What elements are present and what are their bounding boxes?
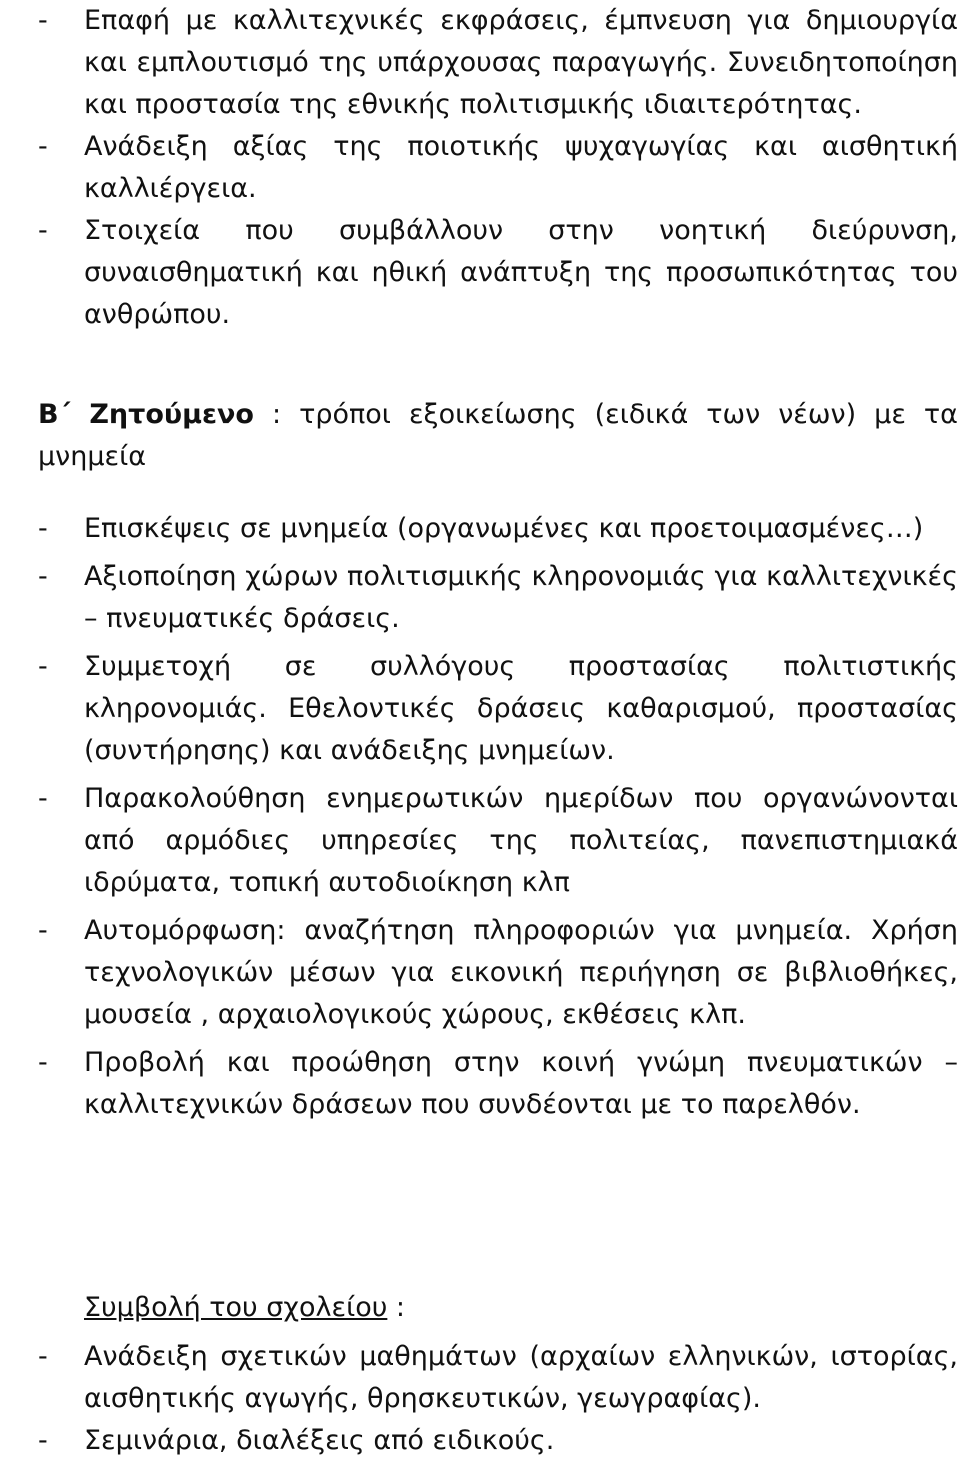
list-item-text: Επισκέψεις σε μνημεία (οργανωμένες και προετοιμασμένες…) — [84, 513, 924, 544]
list-item — [38, 556, 958, 640]
bullet-dash: - — [38, 513, 48, 544]
list-item-text: Παρακολούθηση ενημερωτικών ημερίδων που οργανώνονται από αρμόδιες υπηρεσίες της πολιτείας, πανεπιστημιακά ιδρύματα, τοπική αυτοδιοίκηση κλπ — [84, 783, 958, 898]
list-item — [38, 210, 958, 336]
list-item — [38, 646, 958, 772]
bullet-dash: - — [38, 1341, 48, 1372]
list-item — [38, 1336, 958, 1420]
school-heading-suffix: : — [387, 1292, 406, 1323]
section-b-heading — [38, 394, 958, 478]
list-item — [38, 1042, 958, 1126]
bullet-dash: - — [38, 1047, 48, 1078]
list-item — [38, 910, 958, 1036]
school-heading-underlined: Συμβολή του σχολείου — [84, 1292, 388, 1323]
list-item — [38, 126, 958, 210]
list-item-text: Ανάδειξη σχετικών μαθημάτων (αρχαίων ελληνικών, ιστορίας, αισθητικής αγωγής, θρησκευτικών, γεωγραφίας). — [84, 1341, 958, 1414]
bullet-dash: - — [38, 5, 48, 36]
list-item-text: Επαφή με καλλιτεχνικές εκφράσεις, έμπνευση για δημιουργία και εμπλουτισμό της υπάρχουσας παραγωγής. Συνειδητοποίηση και προστασία της εθνικής πολιτισμικής ιδιαιτερότητας. — [84, 5, 958, 120]
bullet-dash: - — [38, 915, 48, 946]
list-item-text: Αξιοποίηση χώρων πολιτισμικής κληρονομιάς για καλλιτεχνικές – πνευματικές δράσεις. — [84, 561, 958, 634]
school-heading — [38, 1287, 958, 1329]
section-b-heading-rest: : τρόποι εξοικείωσης (ειδικά των νέων) με τα μνημεία — [38, 399, 958, 472]
list-item — [38, 1420, 958, 1462]
list-item-text: Ανάδειξη αξίας της ποιοτικής ψυχαγωγίας και αισθητική καλλιέργεια. — [84, 131, 958, 204]
list-item — [38, 0, 958, 126]
list-item-text: Στοιχεία που συμβάλλουν στην νοητική διεύρυνση, συναισθηματική και ηθική ανάπτυξη της προσωπικότητας του ανθρώπου. — [84, 215, 958, 330]
bullet-dash: - — [38, 1425, 48, 1456]
list-item-text: Συμμετοχή σε συλλόγους προστασίας πολιτιστικής κληρονομιάς. Εθελοντικές δράσεις καθαρισμού, προστασίας (συντήρησης) και ανάδειξης μνημείων. — [84, 651, 958, 766]
section-b-list — [38, 508, 958, 1126]
section-b-heading-bold: Β΄ Ζητούμενο — [38, 399, 254, 430]
bullet-dash: - — [38, 215, 48, 246]
list-item — [38, 778, 958, 904]
bullet-dash: - — [38, 561, 48, 592]
school-list — [38, 1336, 958, 1462]
section-a-list — [38, 0, 958, 336]
bullet-dash: - — [38, 783, 48, 814]
list-item — [38, 508, 958, 550]
bullet-dash: - — [38, 651, 48, 682]
list-item-text: Προβολή και προώθηση στην κοινή γνώμη πνευματικών – καλλιτεχνικών δράσεων που συνδέονται με το παρελθόν. — [84, 1047, 958, 1120]
list-item-text: Αυτομόρφωση: αναζήτηση πληροφοριών για μνημεία. Χρήση τεχνολογικών μέσων για εικονική περιήγηση σε βιβλιοθήκες, μουσεία , αρχαιολογικούς χώρους, εκθέσεις κλπ. — [84, 915, 958, 1030]
bullet-dash: - — [38, 131, 48, 162]
list-item-text: Σεμινάρια, διαλέξεις από ειδικούς. — [84, 1425, 555, 1456]
